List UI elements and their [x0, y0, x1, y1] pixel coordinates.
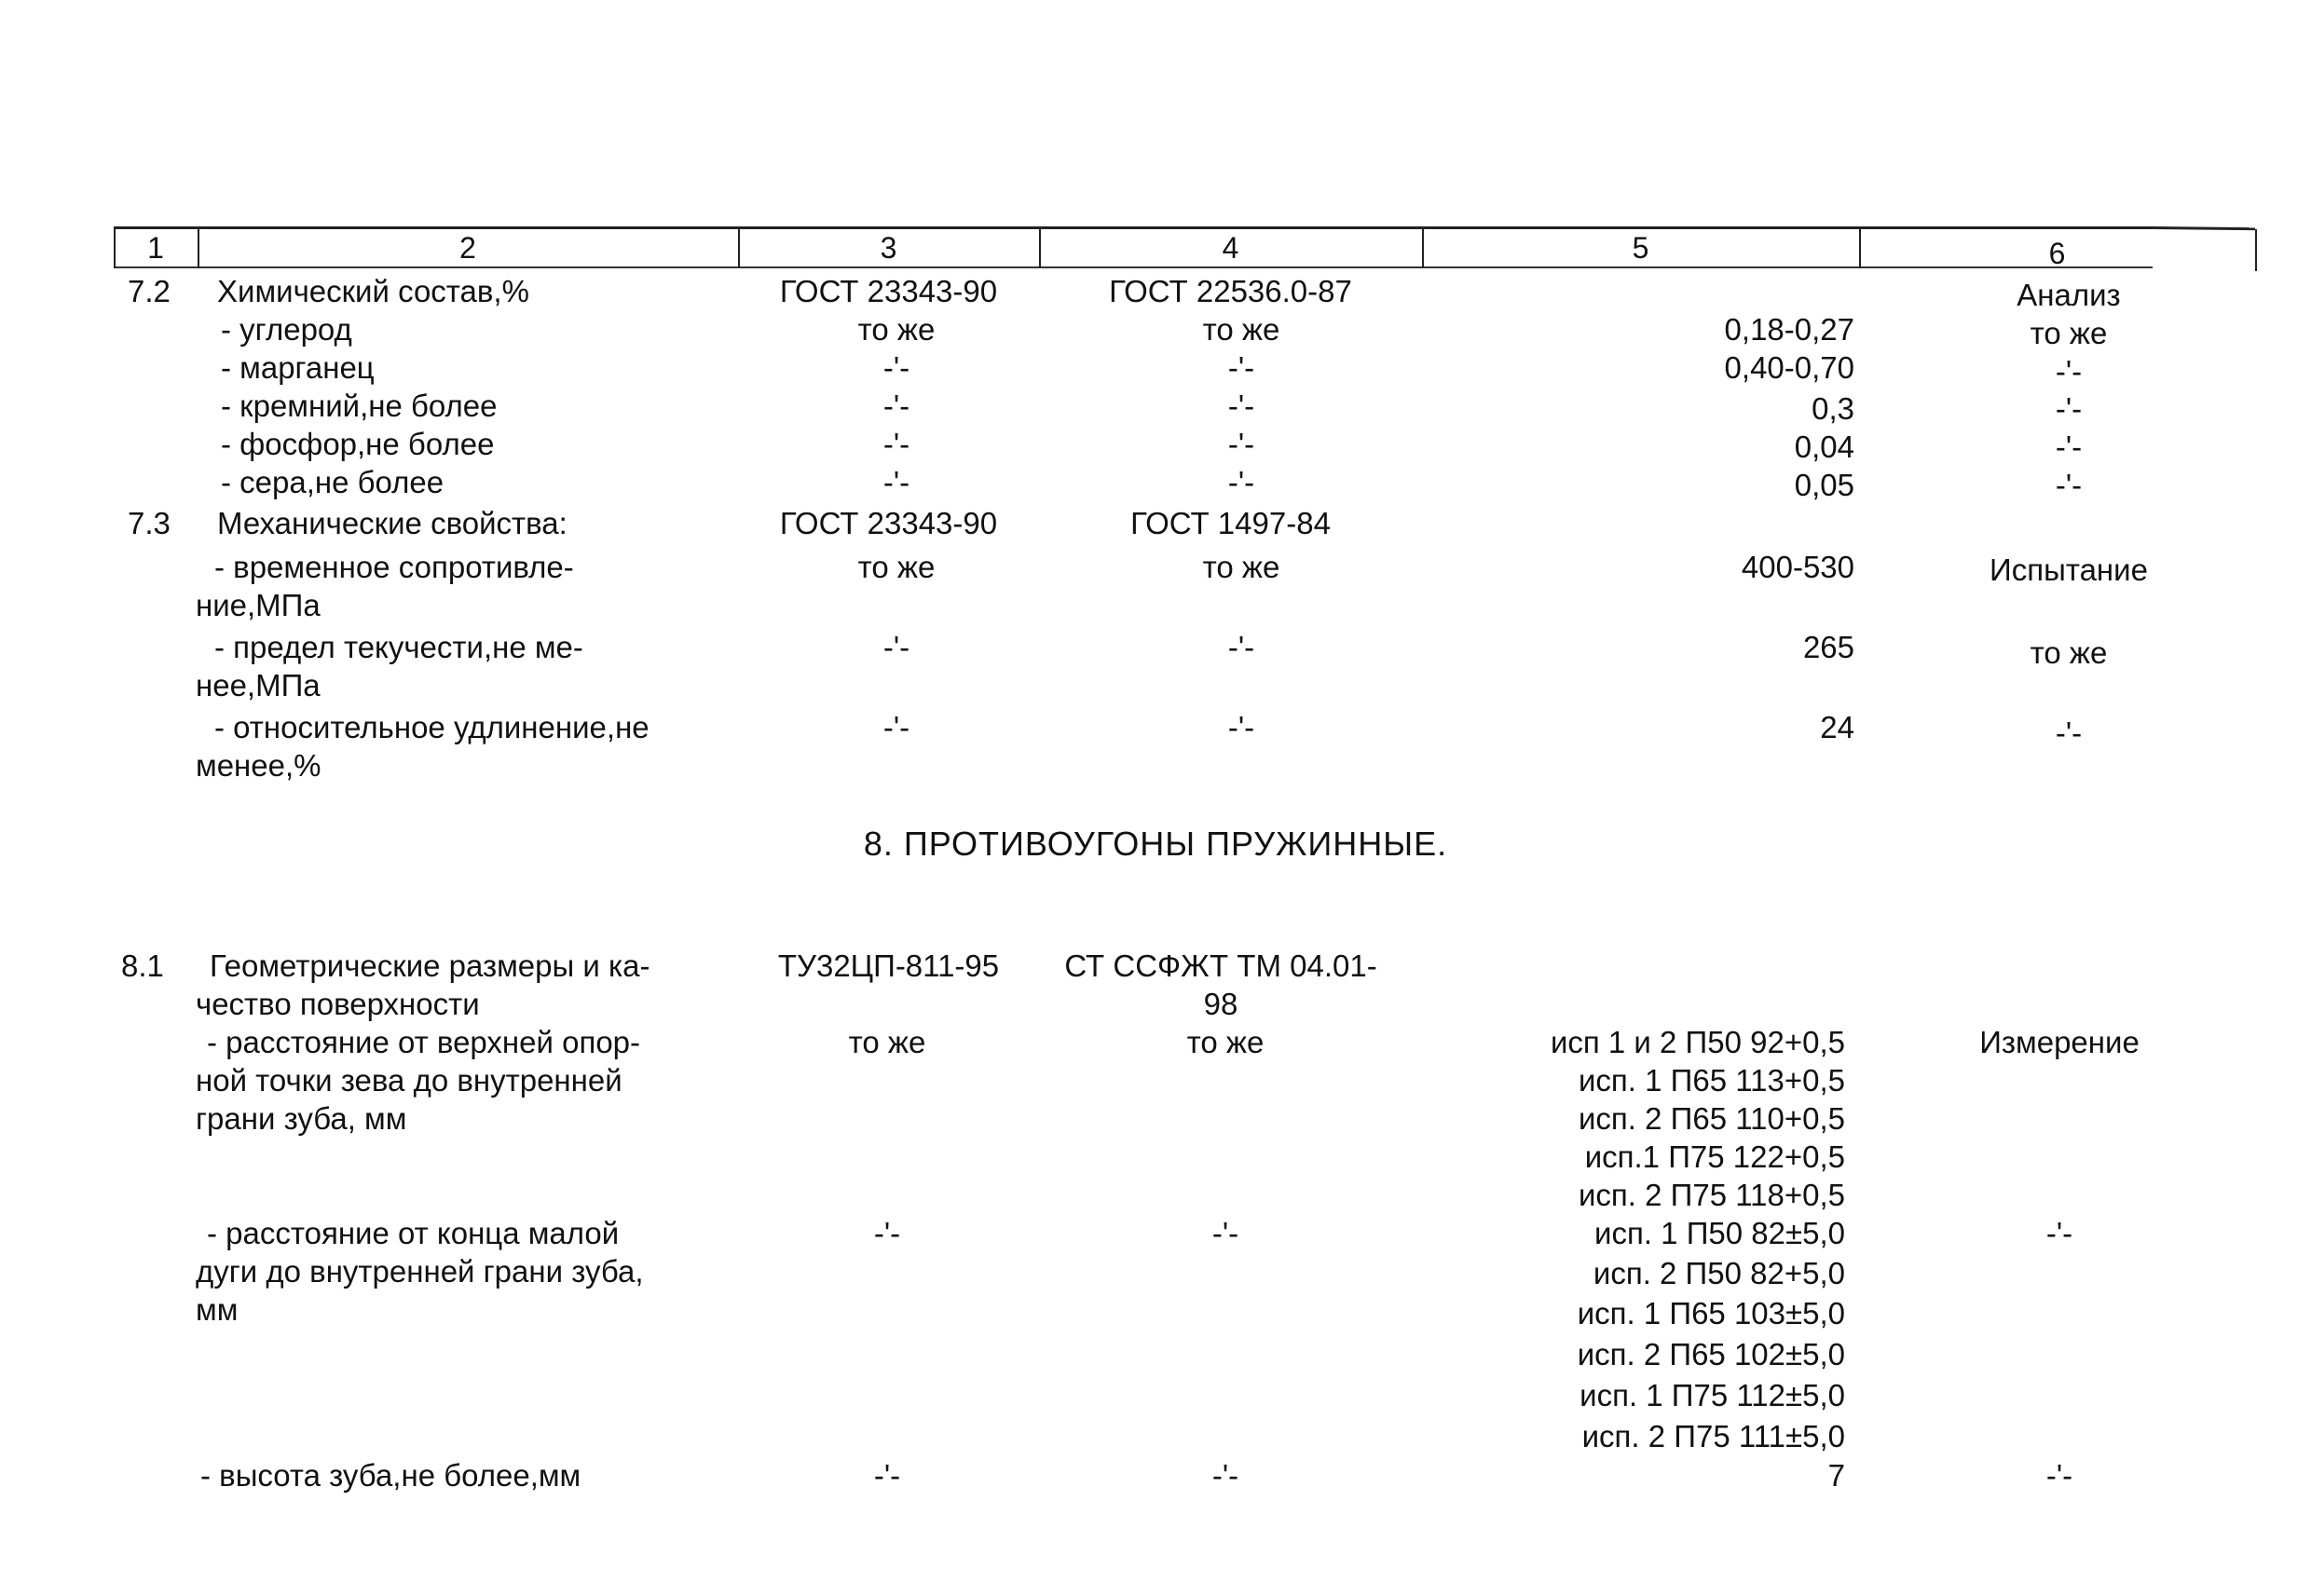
item-col4: -'- — [1211, 1458, 1239, 1493]
header-top-rule — [114, 226, 2153, 229]
standard-col4: СТ ССФЖТ ТМ 04.01- — [1064, 948, 1377, 983]
item-col6: Испытание — [1990, 552, 2148, 587]
item-col3: -'- — [873, 1458, 901, 1493]
item-label-cont: ние,МПа — [196, 588, 321, 622]
item-label: - фосфор,не более — [221, 427, 495, 461]
item-col3: -'- — [882, 710, 910, 744]
item-value: 24 — [1820, 710, 1854, 744]
item-col6: -'- — [2045, 1458, 2073, 1493]
item-col6: -'- — [2055, 354, 2083, 389]
item-value: исп. 1 П75 112±5,0 — [1579, 1378, 1845, 1412]
standard-col3: ТУ32ЦП-811-95 — [777, 948, 1000, 983]
header-col-2: 2 — [459, 231, 476, 265]
item-value: 0,18-0,27 — [1724, 312, 1854, 347]
item-value: исп. 1 П65 103±5,0 — [1577, 1296, 1845, 1330]
row-title: Геометрические размеры и ка- — [210, 948, 650, 983]
item-col6: -'- — [2055, 391, 2083, 426]
item-label: - предел текучести,не ме- — [214, 630, 583, 664]
item-col4: -'- — [1227, 427, 1255, 461]
item-col4: то же — [1202, 550, 1280, 584]
item-label: - расстояние от конца малой — [207, 1216, 620, 1250]
item-value: 7 — [1827, 1458, 1845, 1493]
item-value: исп. 2 П50 82+5,0 — [1593, 1256, 1845, 1290]
row-number: 7.3 — [128, 506, 171, 540]
item-col4: то же — [1186, 1025, 1265, 1059]
item-col3: -'- — [882, 427, 910, 461]
item-value: исп. 2 П65 102±5,0 — [1577, 1337, 1845, 1371]
standard-col4: ГОСТ 22536.0-87 — [1109, 274, 1352, 308]
item-col4: -'- — [1227, 465, 1255, 499]
header-top-rule-end — [2153, 226, 2255, 230]
item-col4: -'- — [1227, 350, 1255, 385]
item-value: 0,40-0,70 — [1724, 350, 1854, 385]
item-label: - относительное удлинение,не — [214, 710, 650, 744]
item-value: исп 1 и 2 П50 92+0,5 — [1550, 1025, 1845, 1059]
standard-col4: ГОСТ 1497-84 — [1130, 506, 1331, 540]
header-divider — [2255, 229, 2257, 271]
item-col3: -'- — [882, 630, 910, 664]
item-col4: -'- — [1227, 630, 1255, 664]
item-value: 0,3 — [1812, 391, 1854, 426]
item-value: исп. 2 П65 110+0,5 — [1578, 1101, 1845, 1136]
item-col3: то же — [848, 1025, 926, 1059]
item-col3: -'- — [882, 350, 910, 385]
item-value: 0,05 — [1794, 468, 1854, 502]
item-label-cont: нее,МПа — [196, 668, 321, 703]
standard-col3: ГОСТ 23343-90 — [779, 506, 998, 540]
item-col3: то же — [857, 550, 936, 584]
item-label-cont: ной точки зева до внутренней — [196, 1063, 622, 1098]
item-label-cont: мм — [196, 1292, 239, 1327]
item-value: исп.1 П75 122+0,5 — [1584, 1139, 1845, 1174]
item-label: - расстояние от верхней опор- — [207, 1025, 641, 1059]
item-value: исп. 1 П50 82±5,0 — [1594, 1216, 1845, 1250]
item-col3: -'- — [882, 389, 910, 423]
header-col-6: 6 — [2048, 237, 2066, 270]
method-col6: Анализ — [2017, 278, 2121, 312]
item-value: 400-530 — [1741, 550, 1854, 584]
item-col6: -'- — [2055, 716, 2083, 750]
item-label: - марганец — [221, 350, 375, 385]
standard-col4-cont: 98 — [1203, 987, 1238, 1021]
header-col-1: 1 — [147, 231, 164, 265]
item-col6: -'- — [2045, 1216, 2073, 1250]
item-label: - углерод — [221, 312, 352, 347]
item-label: - высота зуба,не более,мм — [200, 1458, 581, 1493]
header-col-4: 4 — [1222, 231, 1239, 265]
item-col3: -'- — [882, 465, 910, 499]
item-value: 265 — [1802, 630, 1854, 664]
item-label-cont: менее,% — [196, 748, 321, 783]
item-value: исп. 2 П75 118+0,5 — [1578, 1178, 1845, 1212]
item-col6: то же — [2030, 316, 2108, 350]
item-label-cont: дуги до внутренней грани зуба, — [196, 1254, 644, 1289]
header-bottom-rule — [114, 266, 2153, 268]
header-col-5: 5 — [1632, 231, 1649, 265]
row-number: 7.2 — [128, 274, 171, 308]
item-col4: -'- — [1211, 1216, 1239, 1250]
item-value: исп. 2 П75 111±5,0 — [1581, 1419, 1845, 1453]
item-label-cont: грани зуба, мм — [196, 1101, 407, 1136]
standard-col3: ГОСТ 23343-90 — [779, 274, 998, 308]
item-label: - временное сопротивле- — [214, 550, 574, 584]
item-label: - кремний,не более — [221, 389, 498, 423]
item-col6: то же — [2030, 635, 2108, 670]
row-number: 8.1 — [121, 948, 164, 983]
item-col6: -'- — [2055, 468, 2083, 502]
section-title: 8. ПРОТИВОУГОНЫ ПРУЖИННЫЕ. — [863, 825, 1448, 863]
row-title: Механические свойства: — [217, 506, 567, 540]
item-col4: -'- — [1227, 389, 1255, 423]
row-title-cont: чество поверхности — [196, 987, 480, 1021]
item-col4: -'- — [1227, 710, 1255, 744]
item-col6: Измерение — [1979, 1025, 2140, 1059]
item-col4: то же — [1202, 312, 1280, 347]
row-title: Химический состав,% — [217, 274, 529, 308]
item-label: - сера,не более — [221, 465, 444, 499]
item-col3: -'- — [873, 1216, 901, 1250]
item-col6: -'- — [2055, 430, 2083, 464]
item-col3: то же — [857, 312, 936, 347]
header-col-3: 3 — [880, 231, 897, 265]
item-value: 0,04 — [1794, 430, 1854, 464]
item-value: исп. 1 П65 113+0,5 — [1578, 1063, 1845, 1098]
